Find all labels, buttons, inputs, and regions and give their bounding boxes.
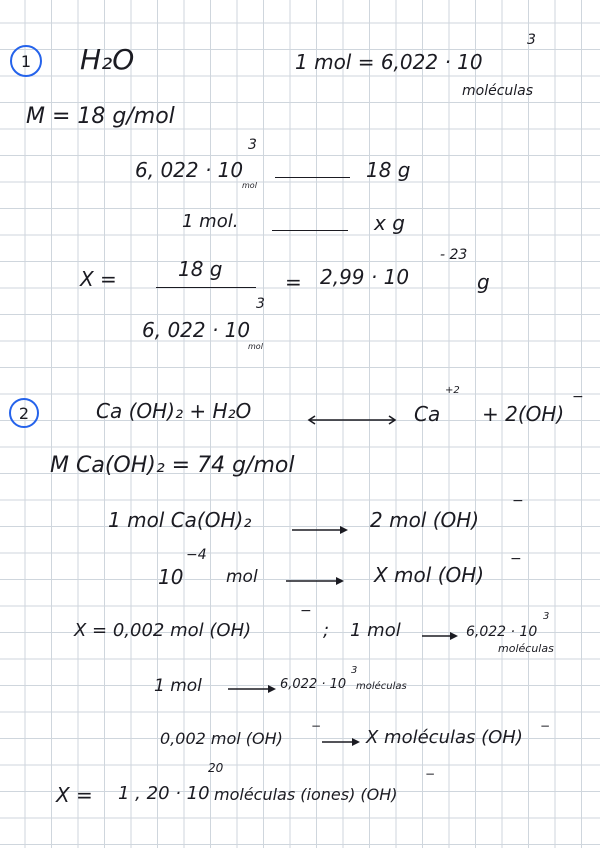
rule-row2-dash <box>272 230 348 231</box>
ratio-row4-exponent: 3 <box>351 665 358 676</box>
water-formula: H₂O <box>80 43 135 76</box>
molecules-label: moléculas <box>462 83 534 99</box>
rule-row1-dash <box>275 177 350 178</box>
rule-row1-exponent: 3 <box>248 137 257 153</box>
rule-row1-left: 6, 022 · 10 <box>135 158 244 182</box>
reaction-reactants: Ca (OH)₂ + H₂O <box>96 399 252 423</box>
problem-2-number: 2 <box>9 398 39 428</box>
ratio-row1-left: 1 mol Ca(OH)₂ <box>108 508 252 532</box>
ratio-row5-right: X moléculas (OH) <box>366 727 523 748</box>
ratio-row5-charge-right: − <box>540 719 551 733</box>
ratio-row3-left: X = 0,002 mol (OH) <box>74 620 252 641</box>
right-arrow-icon <box>292 524 350 536</box>
final-exponent: 20 <box>208 761 224 775</box>
ratio-row1-charge: − <box>512 493 524 509</box>
ratio-row5-charge-left: − <box>311 719 322 733</box>
rule-row2-right: x g <box>374 211 405 235</box>
ratio-row3-charge: − <box>300 603 312 619</box>
ratio-row3-right: 6,022 · 10 <box>466 624 538 640</box>
result-exponent: - 23 <box>440 247 468 263</box>
rule-row2-left: 1 mol. <box>182 211 239 232</box>
problem-1-number: 1 <box>10 45 42 77</box>
mol-equivalence: 1 mol = 6,022 · 10 <box>295 50 483 74</box>
molar-mass-water: M = 18 g/mol <box>26 104 175 129</box>
right-arrow-icon <box>228 683 278 695</box>
final-charge: − <box>425 767 436 781</box>
ratio-row3-mid: 1 mol <box>350 620 401 641</box>
product-hydroxide: + 2(OH) <box>482 402 565 426</box>
ratio-row2-charge: − <box>510 551 522 567</box>
ratio-row1-right: 2 mol (OH) <box>370 508 480 532</box>
ratio-row2-right: X mol (OH) <box>374 563 485 587</box>
mol-equivalence-exponent: 3 <box>527 32 536 48</box>
equilibrium-arrow-icon <box>306 414 398 426</box>
ratio-row3-molecules: moléculas <box>498 642 554 655</box>
right-arrow-icon <box>322 736 362 748</box>
ratio-row3-exponent: 3 <box>543 611 550 622</box>
hydroxide-charge: − <box>572 389 584 405</box>
ratio-row5-left: 0,002 mol (OH) <box>160 729 283 748</box>
product-calcium: Ca <box>414 402 441 426</box>
ratio-row2-exponent: −4 <box>186 547 207 563</box>
ratio-row2-unit: mol <box>226 567 258 587</box>
result-value: 2,99 · 10 <box>320 265 410 289</box>
final-x-label: X = <box>56 783 93 807</box>
rule-row1-subscript: mol <box>242 181 257 190</box>
fraction-denominator-subscript: mol <box>248 342 263 351</box>
fraction-denominator: 6, 022 · 10 <box>142 318 251 342</box>
equals-sign: = <box>285 270 302 294</box>
fraction-bar <box>156 287 256 288</box>
final-text: moléculas (iones) (OH) <box>214 785 398 804</box>
result-unit: g <box>477 270 490 294</box>
x-label: X = <box>80 267 117 291</box>
right-arrow-icon <box>422 630 460 642</box>
molar-mass-calcium-hydroxide: M Ca(OH)₂ = 74 g/mol <box>50 453 295 478</box>
rule-row1-right: 18 g <box>366 158 411 182</box>
fraction-denominator-exponent: 3 <box>256 296 265 312</box>
ratio-row4-left: 1 mol <box>154 676 202 696</box>
ratio-row4-right: 6,022 · 10 <box>280 677 347 692</box>
ratio-row4-molecules: moléculas <box>356 681 407 692</box>
calcium-charge: +2 <box>445 385 460 396</box>
ratio-row2-base: 10 <box>158 565 184 589</box>
fraction-numerator: 18 g <box>178 257 223 281</box>
final-value: 1 , 20 · 10 <box>118 783 210 804</box>
ratio-row3-separator: ; <box>323 620 330 641</box>
right-arrow-icon <box>286 575 346 587</box>
